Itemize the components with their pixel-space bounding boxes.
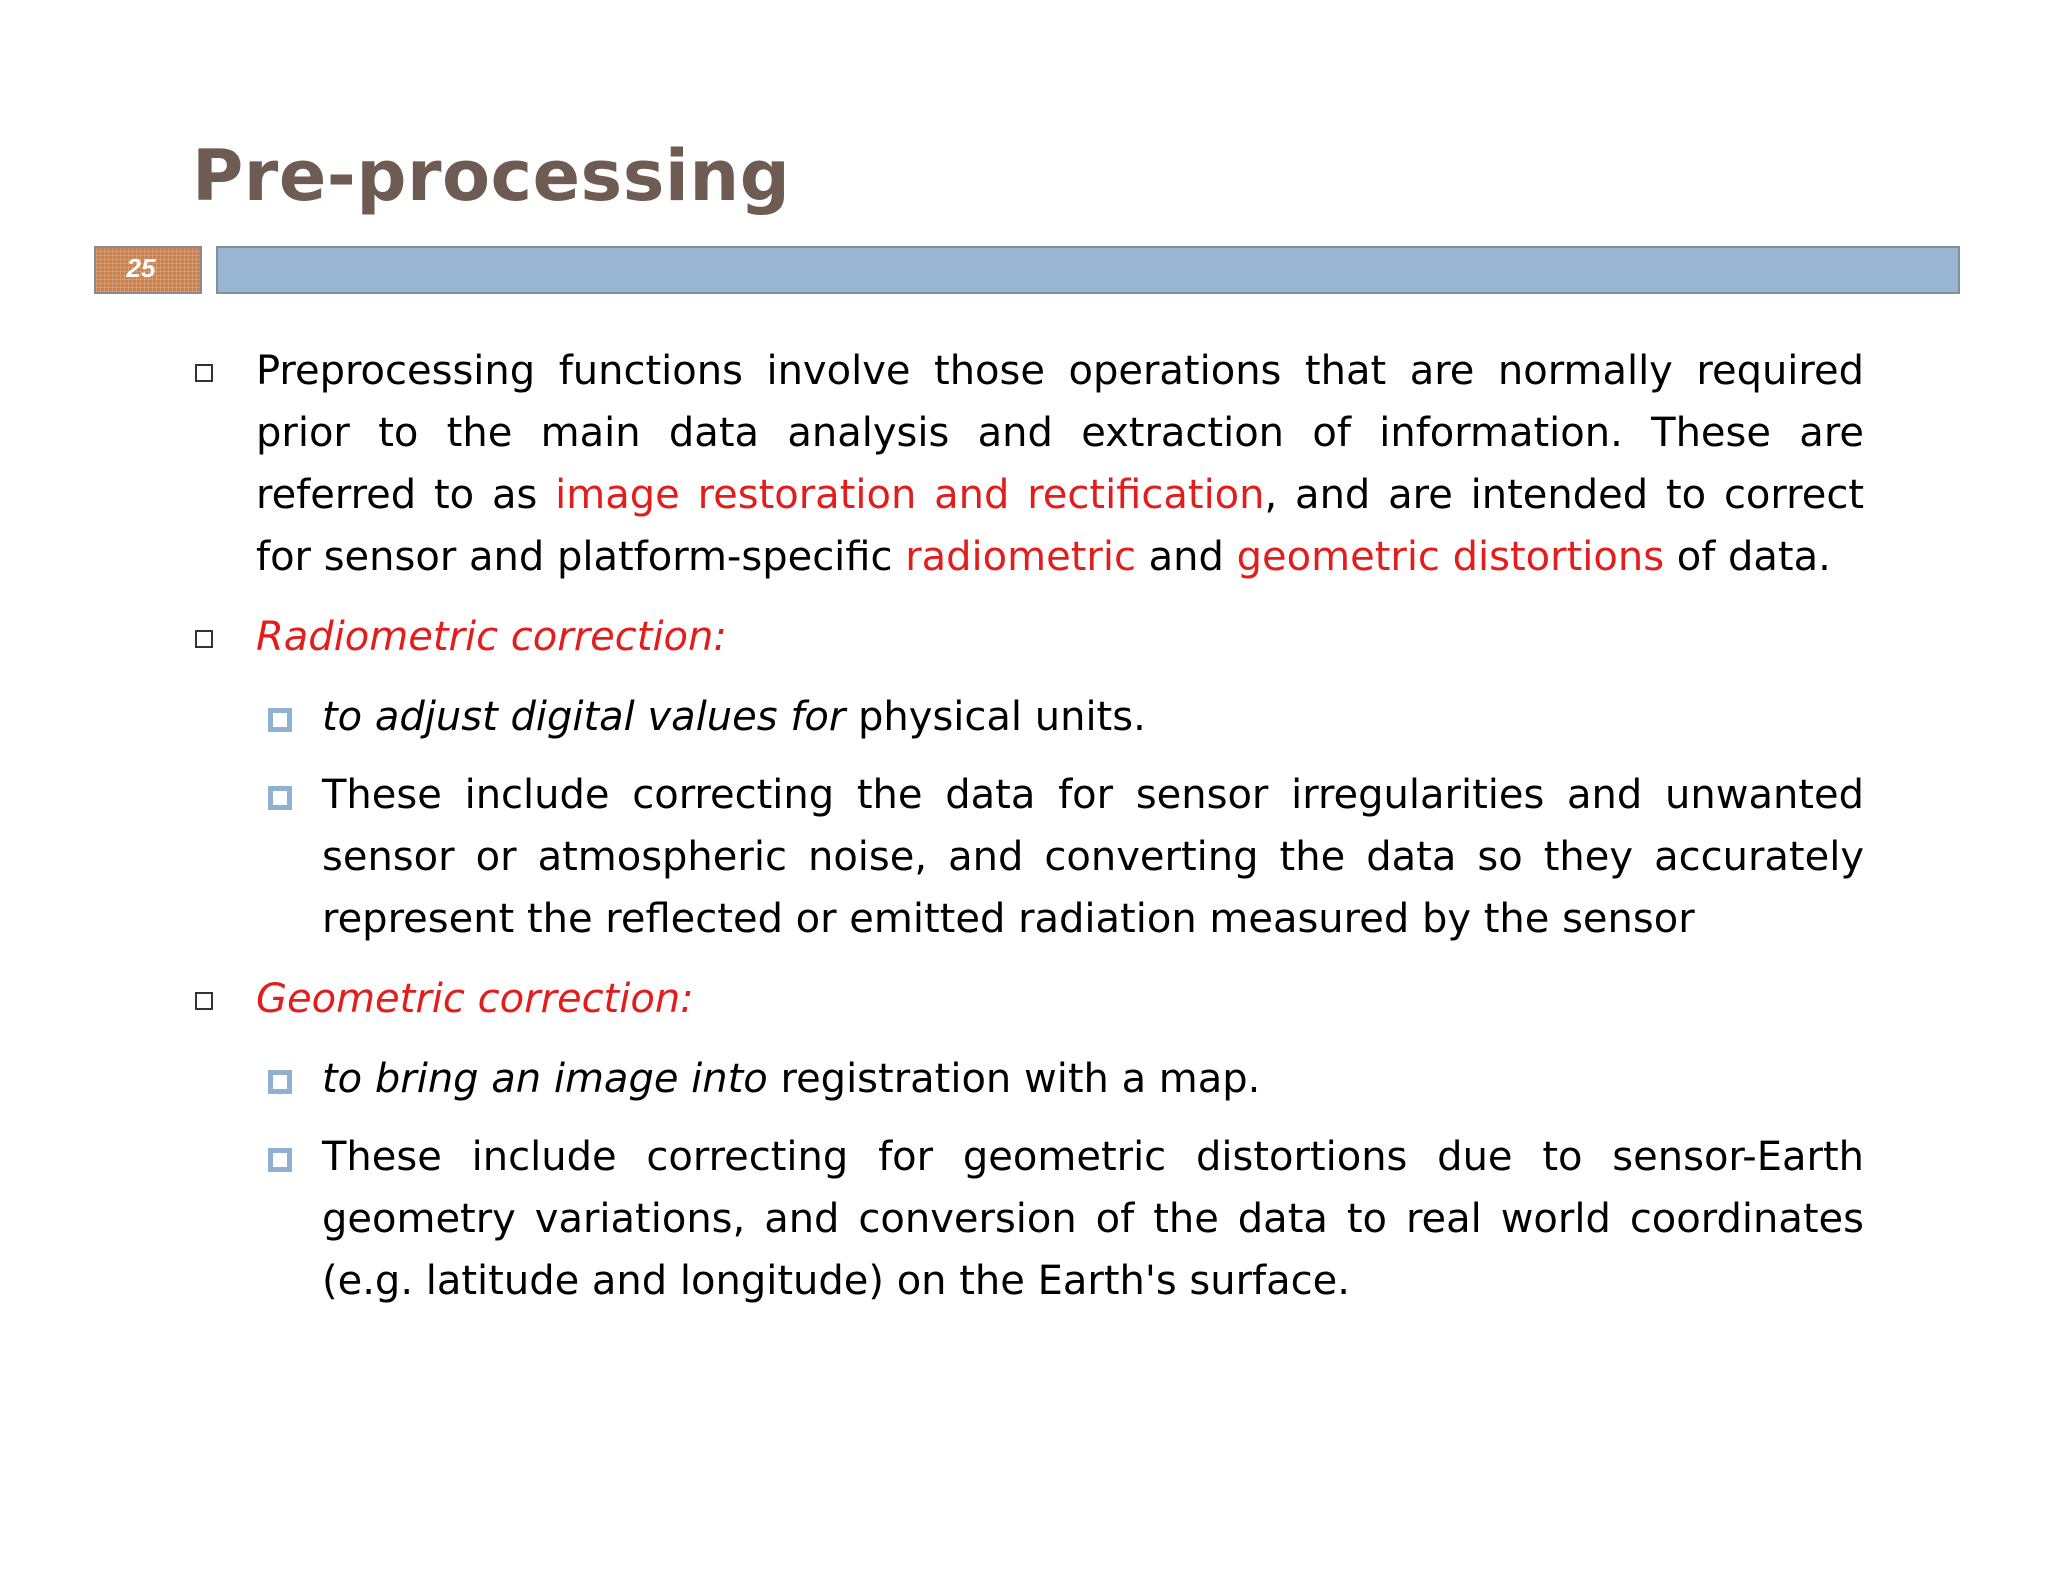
- bullet-radiometric-heading: [192, 606, 1864, 668]
- paragraph-text: Preprocessing functions involve those operations that are normally required prior to the main data analysis and extraction of information. These are referred to as: [256, 348, 1864, 518]
- paragraph-text: of data.: [1664, 534, 1831, 580]
- hollow-square-bullet-icon: [195, 364, 213, 382]
- square-bullet-icon: [268, 786, 292, 810]
- square-bullet-icon: [268, 1148, 292, 1172]
- sub-bullet-text: These include correcting for geometric distortions due to sensor-Earth geometry variations, and conversion of the data to real world coordinates (e.g. latitude and longitude) on the Earth's surface.: [322, 1134, 1864, 1304]
- radiometric-heading: Radiometric correction:: [256, 614, 727, 660]
- sub-bullet-italic: to adjust digital values for: [322, 694, 846, 740]
- square-bullet-icon: [268, 708, 292, 732]
- sub-bullet-italic: to bring an image into: [322, 1056, 768, 1102]
- paragraph-text: , and are intended to correct for sensor and platform-specific: [256, 472, 1865, 580]
- slide-title: Pre-processing: [192, 135, 791, 217]
- sub-bullet-radiometric-1: [192, 686, 1864, 748]
- bullet-geometric-heading: [192, 968, 1864, 1030]
- paragraph-text: and: [1135, 534, 1237, 580]
- slide-number-badge: 25: [94, 246, 202, 294]
- bullet-preprocessing: [192, 340, 1864, 588]
- sub-bullet-text: These include correcting the data for sensor irregularities and unwanted sensor or atmospheric noise, and converting the data so they accurately represent the reflected or emitted radiation measured by the sensor: [322, 772, 1864, 942]
- highlight-image-restoration: image restoration and rectification: [555, 472, 1265, 518]
- sub-bullet-geometric-2: [192, 1126, 1864, 1312]
- square-bullet-icon: [268, 1070, 292, 1094]
- title-divider-bar: [216, 246, 1960, 294]
- highlight-geometric-distortions: geometric distortions: [1236, 534, 1665, 580]
- sub-bullet-text: physical units.: [845, 694, 1146, 740]
- highlight-radiometric: radiometric: [905, 534, 1136, 580]
- slide-content: [192, 340, 1864, 1312]
- hollow-square-bullet-icon: [195, 630, 213, 648]
- sub-bullet-text: registration with a map.: [767, 1056, 1261, 1102]
- sub-bullet-radiometric-2: [192, 764, 1864, 950]
- geometric-heading: Geometric correction:: [256, 976, 694, 1022]
- hollow-square-bullet-icon: [195, 992, 213, 1010]
- sub-bullet-geometric-1: [192, 1048, 1864, 1110]
